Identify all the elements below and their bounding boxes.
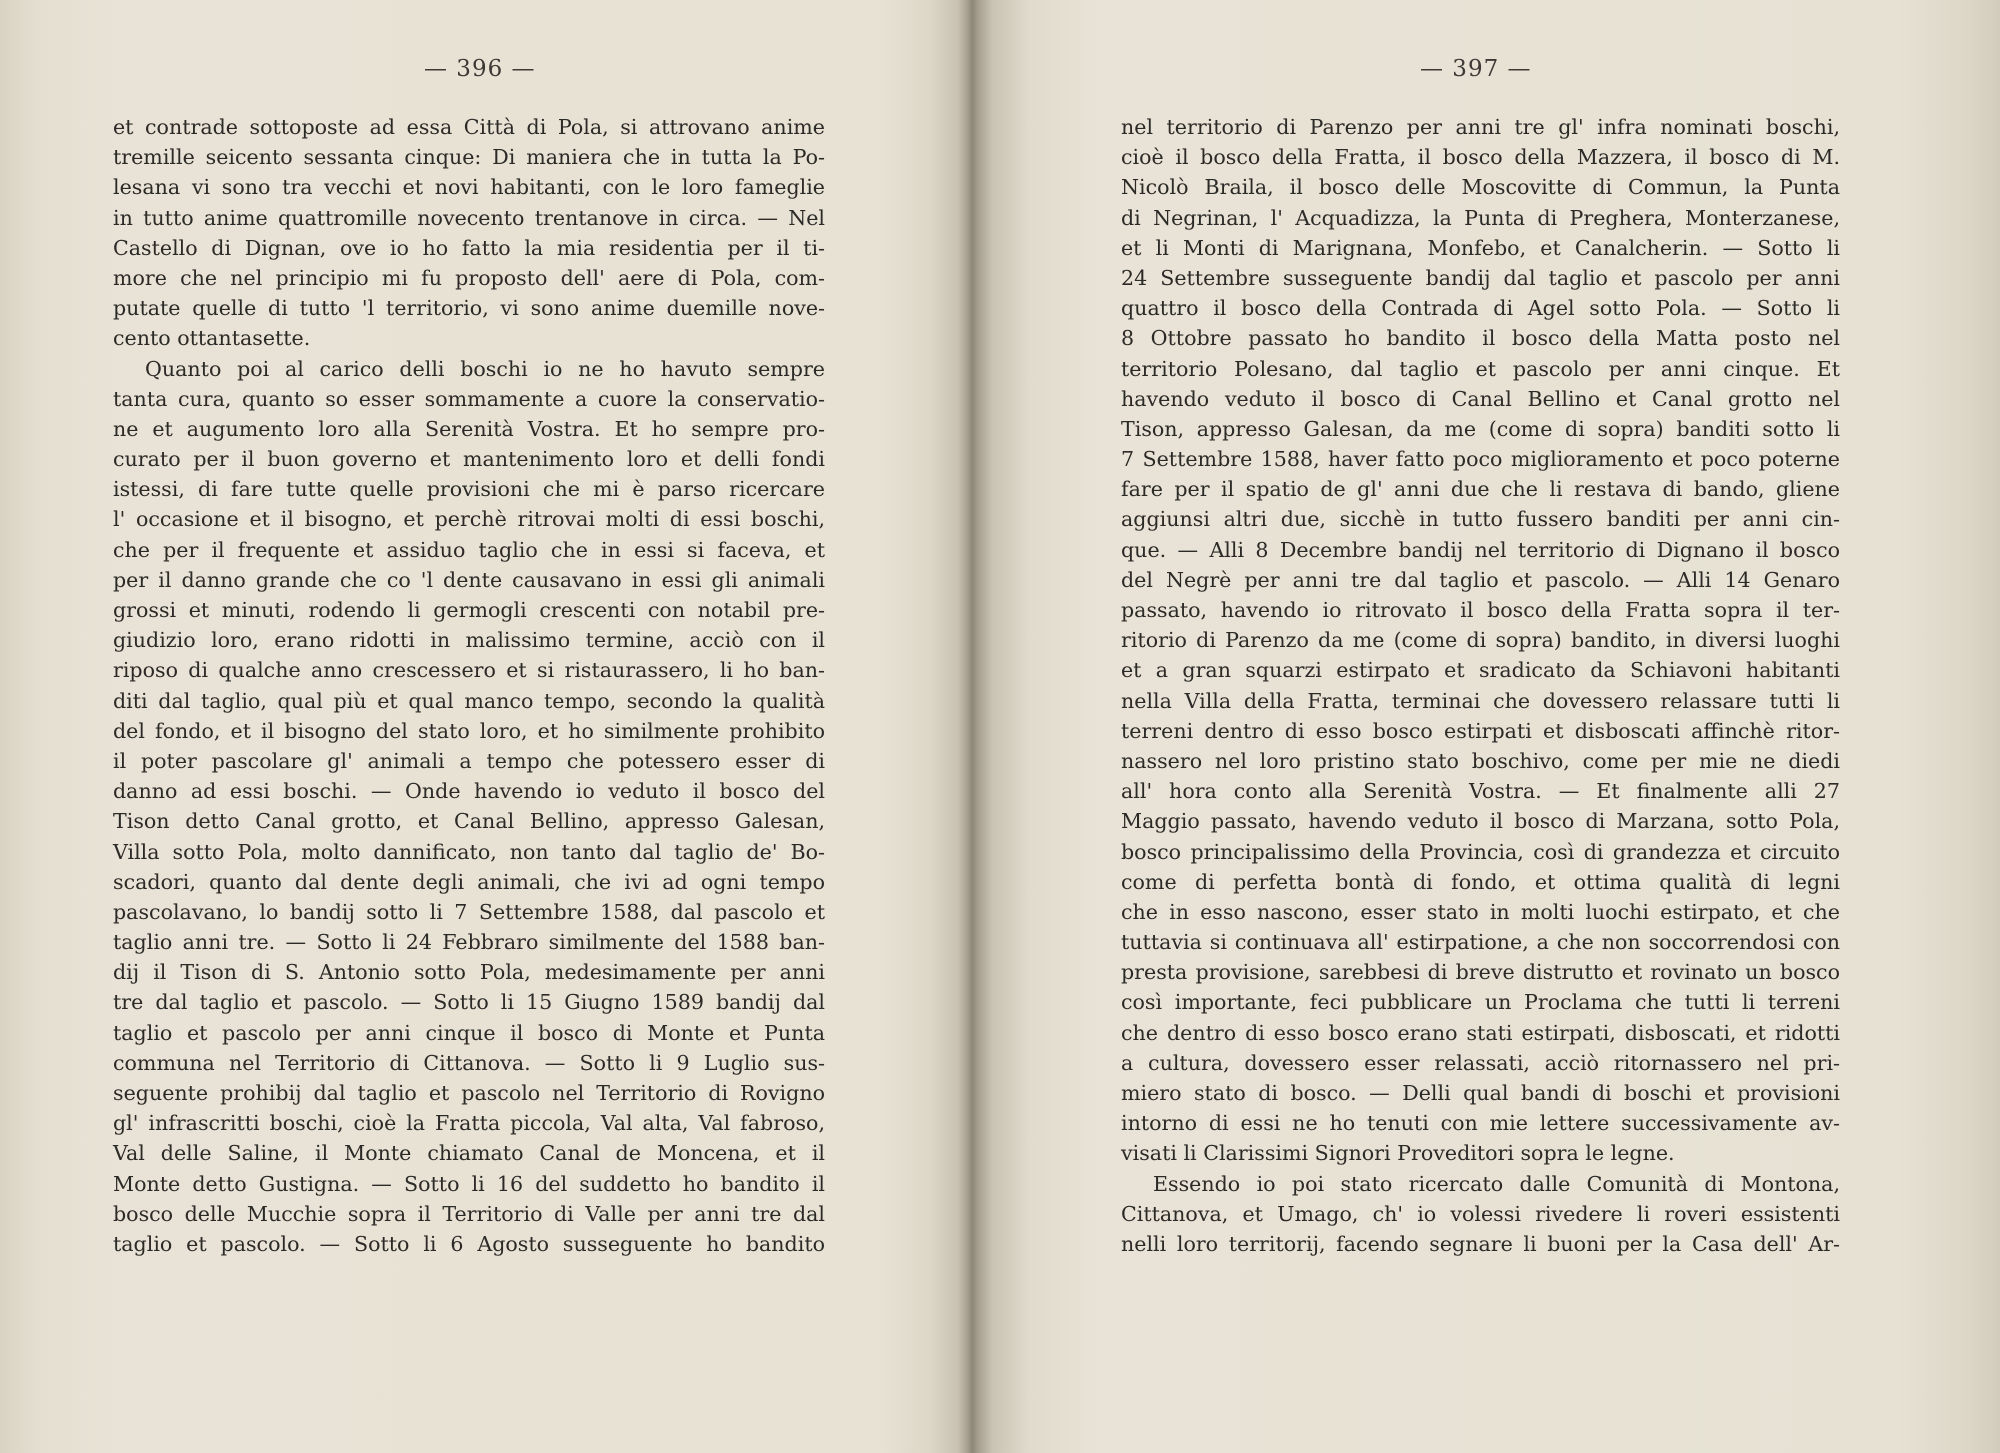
text-line: tanta cura, quanto so esser sommamente a cuore la conservatio- xyxy=(113,386,825,411)
text-line: giudizio loro, erano ridotti in malissimo termine, acciò con il xyxy=(113,628,825,653)
text-line: scadori, quanto dal dente degli animali, che ivi ad ogni tempo xyxy=(113,869,825,894)
text-line: riposo di qualche anno crescessero et si ristaurassero, li ho ban- xyxy=(113,658,825,683)
text-line: il poter pascolare gl' animali a tempo che potessero esser di xyxy=(113,748,825,773)
text-line: danno ad essi boschi. — Onde havendo io veduto il bosco del xyxy=(113,779,825,804)
text-line: bosco delle Mucchie sopra il Territorio di Valle per anni tre dal xyxy=(113,1201,825,1226)
text-line: gl' infrascritti boschi, cioè la Fratta piccola, Val alta, Val fabroso, xyxy=(113,1111,825,1136)
text-line: istessi, di fare tutte quelle provisioni che mi è parso ricercare xyxy=(113,477,825,502)
text-line: grossi et minuti, rodendo li germogli crescenti con notabil pre- xyxy=(113,598,825,622)
text-line: que. — Alli 8 Decembre bandij nel territorio di Dignano il bosco xyxy=(1121,537,1840,562)
text-line: presta provisione, sarebbesi di breve distrutto et rovinato un bosco xyxy=(1121,960,1840,985)
text-line: havendo veduto il bosco di Canal Bellino et Canal grotto nel xyxy=(1121,386,1840,411)
text-line: pascolavano, lo bandij sotto li 7 Settembre 1588, dal pascolo et xyxy=(113,899,825,924)
text-line: quattro il bosco della Contrada di Agel sotto Pola. — Sotto li xyxy=(1121,296,1840,321)
text-line: terreni dentro di esso bosco estirpati et disboscati affinchè ritor- xyxy=(1121,718,1840,743)
text-line: cento ottantasette. xyxy=(113,326,311,351)
left-page xyxy=(0,0,968,1453)
text-line: Castello di Dignan, ove io ho fatto la mia residentia per il ti- xyxy=(113,235,825,260)
page-text xyxy=(113,112,825,1259)
text-line: 7 Settembre 1588, haver fatto poco miglioramento et poco poterne xyxy=(1121,447,1840,472)
text-line: visati li Clarissimi Signori Proveditori sopra le legne. xyxy=(1121,1141,1675,1166)
text-line: et li Monti di Marignana, Monfebo, et Canalcherin. — Sotto li xyxy=(1121,235,1840,260)
text-line: putate quelle di tutto 'l territorio, vi sono anime duemille nove- xyxy=(113,296,825,321)
text-line: Cittanova, et Umago, ch' io volessi rivedere li roveri essistenti xyxy=(1121,1201,1840,1226)
text-line: in tutto anime quattromille novecento trentanove in circa. — Nel xyxy=(113,205,825,230)
page-text xyxy=(1121,112,1840,1259)
text-line: cioè il bosco della Fratta, il bosco della Mazzera, il bosco di M. xyxy=(1121,145,1840,170)
text-line: 8 Ottobre passato ho bandito il bosco della Matta posto nel xyxy=(1121,326,1840,351)
text-line: dij il Tison di S. Antonio sotto Pola, medesimamente per anni xyxy=(113,960,825,985)
text-line: seguente prohibij dal taglio et pascolo nel Territorio di Rovigno xyxy=(113,1081,825,1105)
text-line: Essendo io poi stato ricercato dalle Comunità di Montona, xyxy=(1153,1171,1840,1196)
text-line: del fondo, et il bisogno del stato loro, et ho similmente prohibito xyxy=(113,718,825,743)
text-line: 24 Settembre susseguente bandij dal taglio et pascolo per anni xyxy=(1121,265,1840,290)
text-line: et contrade sottoposte ad essa Città di Pola, si attrovano anime xyxy=(113,115,825,139)
text-line: nella Villa della Fratta, terminai che dovessero relassare tutti li xyxy=(1121,688,1840,713)
text-line: miero stato di bosco. — Delli qual bandi di boschi et provisioni xyxy=(1121,1081,1840,1105)
text-line: intorno di essi ne ho tenuti con mie lettere successivamente av- xyxy=(1121,1111,1840,1136)
page-number: — 397 — xyxy=(1420,56,1532,82)
text-line: nassero nel loro pristino stato boschivo, come per mie ne diedi xyxy=(1121,748,1840,773)
text-line: all' hora conto alla Serenità Vostra. — Et finalmente alli 27 xyxy=(1121,779,1840,804)
text-line: che per il frequente et assiduo taglio che in essi si faceva, et xyxy=(113,537,825,562)
text-line: l' occasione et il bisogno, et perchè ritrovai molti di essi boschi, xyxy=(113,507,825,532)
text-line: di Negrinan, l' Acquadizza, la Punta di Preghera, Monterzanese, xyxy=(1121,205,1840,230)
text-line: diti dal taglio, qual più et qual manco tempo, secondo la qualità xyxy=(113,688,825,713)
text-line: fare per il spatio de gl' anni due che li restava di bando, gliene xyxy=(1121,477,1840,502)
text-line: Quanto poi al carico delli boschi io ne ho havuto sempre xyxy=(145,356,825,381)
text-line: more che nel principio mi fu proposto dell' aere di Pola, com- xyxy=(113,265,825,290)
text-line: Monte detto Gustigna. — Sotto li 16 del suddetto ho bandito il xyxy=(113,1171,825,1196)
text-line: Val delle Saline, il Monte chiamato Canal de Moncena, et il xyxy=(113,1141,825,1166)
text-line: territorio Polesano, dal taglio et pascolo per anni cinque. Et xyxy=(1121,356,1840,381)
text-line: bosco principalissimo della Provincia, così di grandezza et circuito xyxy=(1121,839,1840,864)
text-line: Tison, appresso Galesan, da me (come di sopra) banditi sotto li xyxy=(1121,416,1840,441)
text-line: nel territorio di Parenzo per anni tre gl' infra nominati boschi, xyxy=(1121,115,1840,139)
text-line: Maggio passato, havendo veduto il bosco di Marzana, sotto Pola, xyxy=(1121,809,1840,834)
text-line: che in esso nascono, esser stato in molti luochi estirpato, et che xyxy=(1121,899,1840,924)
text-line: come di perfetta bontà di fondo, et ottima qualità di legni xyxy=(1121,869,1840,894)
text-line: tremille seicento sessanta cinque: Di maniera che in tutta la Po- xyxy=(113,145,825,170)
text-line: aggiunsi altri due, sicchè in tutto fussero banditi per anni cin- xyxy=(1121,507,1840,532)
text-line: tre dal taglio et pascolo. — Sotto li 15 Giugno 1589 bandij dal xyxy=(113,990,825,1015)
text-line: Nicolò Braila, il bosco delle Moscovitte di Commun, la Punta xyxy=(1121,175,1840,200)
text-line: Tison detto Canal grotto, et Canal Bellino, appresso Galesan, xyxy=(113,809,825,834)
text-line: del Negrè per anni tre dal taglio et pascolo. — Alli 14 Genaro xyxy=(1121,567,1840,592)
text-line: et a gran squarzi estirpato et sradicato da Schiavoni habitanti xyxy=(1121,658,1840,683)
text-line: ritorio di Parenzo da me (come di sopra) bandito, in diversi luoghi xyxy=(1121,628,1840,653)
text-line: curato per il buon governo et mantenimento loro et delli fondi xyxy=(113,447,825,472)
page-number: — 396 — xyxy=(424,56,536,82)
text-line: taglio et pascolo per anni cinque il bosco di Monte et Punta xyxy=(113,1020,825,1045)
text-line: per il danno grande che co 'l dente causavano in essi gli animali xyxy=(113,567,825,592)
text-line: taglio et pascolo. — Sotto li 6 Agosto susseguente ho bandito xyxy=(113,1231,825,1256)
text-line: lesana vi sono tra vecchi et novi habitanti, con le loro fameglie xyxy=(113,175,825,200)
text-line: tuttavia si continuava all' estirpatione, a che non soccorrendosi con xyxy=(1121,930,1840,955)
text-line: così importante, feci pubblicare un Proclama che tutti li terreni xyxy=(1121,990,1840,1015)
text-line: taglio anni tre. — Sotto li 24 Febbraro similmente del 1588 ban- xyxy=(113,930,825,955)
right-page xyxy=(975,0,2000,1453)
text-line: passato, havendo io ritrovato il bosco della Fratta sopra il ter- xyxy=(1121,598,1840,622)
text-line: Villa sotto Pola, molto dannificato, non tanto dal taglio de' Bo- xyxy=(113,839,825,864)
text-line: che dentro di esso bosco erano stati estirpati, disboscati, et ridotti xyxy=(1121,1020,1840,1045)
text-line: a cultura, dovessero esser relassati, acciò ritornassero nel pri- xyxy=(1121,1050,1840,1075)
text-line: communa nel Territorio di Cittanova. — Sotto li 9 Luglio sus- xyxy=(113,1050,825,1075)
text-line: ne et augumento loro alla Serenità Vostra. Et ho sempre pro- xyxy=(113,416,825,441)
text-line: nelli loro territorij, facendo segnare li buoni per la Casa dell' Ar- xyxy=(1121,1231,1840,1256)
